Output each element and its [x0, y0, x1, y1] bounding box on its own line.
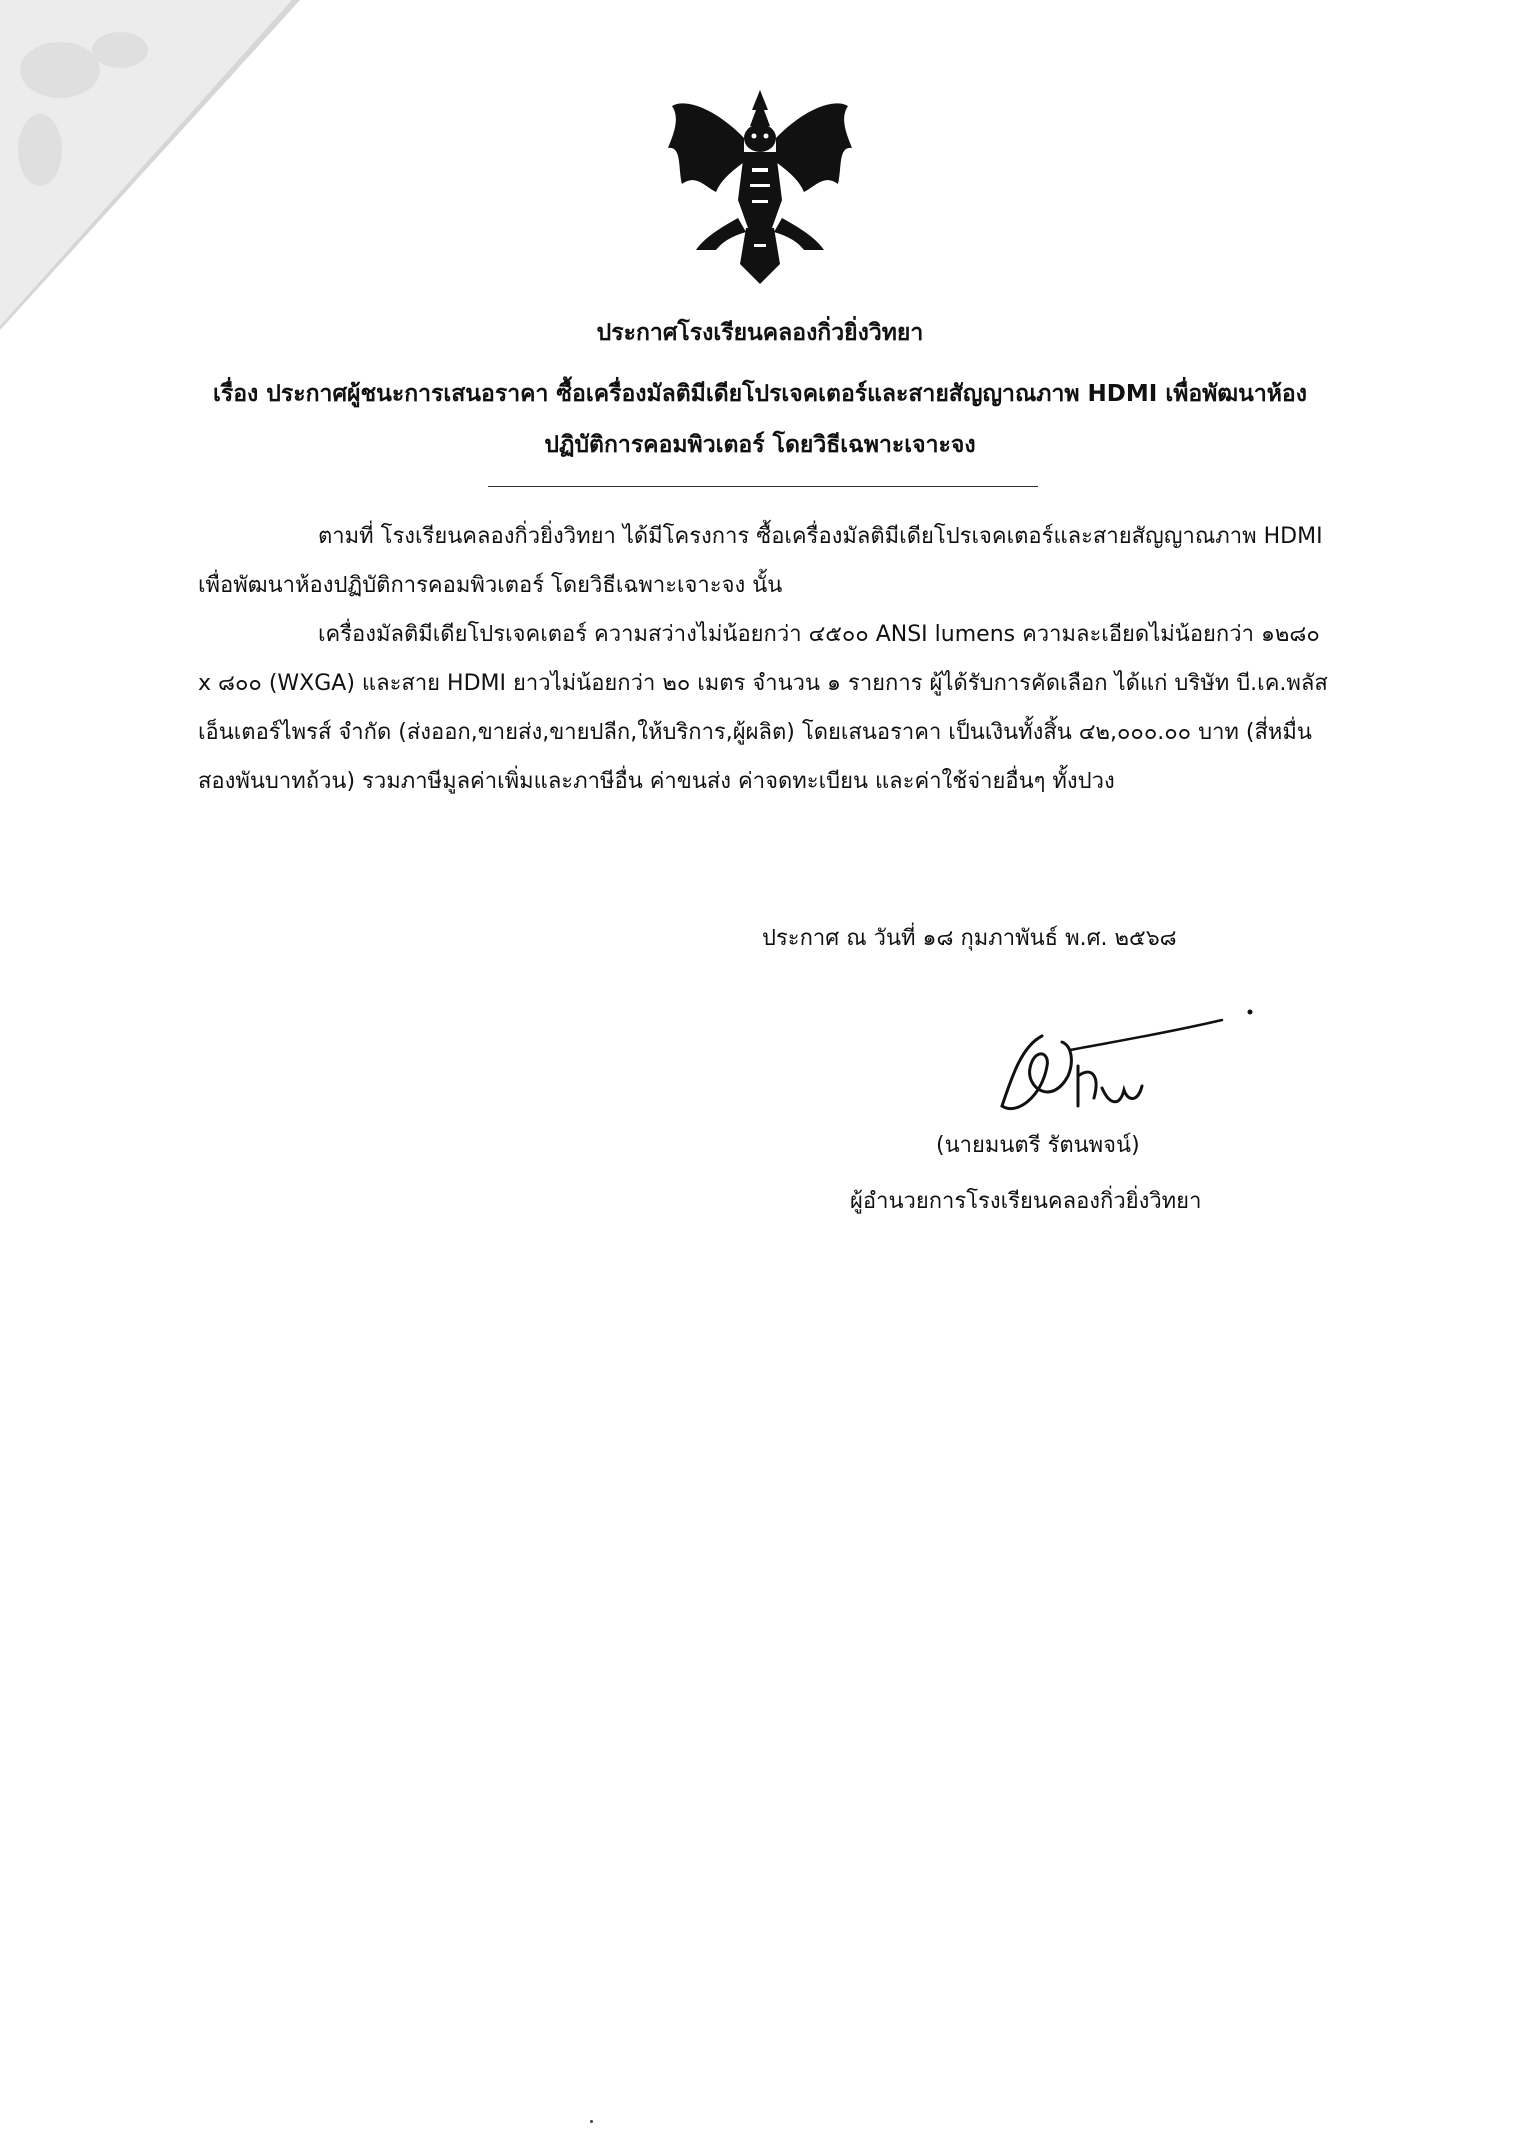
paragraph-1-text: ตามที่ โรงเรียนคลองกิ่วยิ่งวิทยา ได้มีโครงการ ซื้อเครื่องมัลติมีเดียโปรเจคเตอร์และสายสัญญาณภาพ HDMI เพื่อพัฒนาห้องปฏิบัติการคอมพิวเตอร์ โดยวิธีเฉพาะเจาะจง นั้น	[198, 524, 1323, 598]
divider-line	[488, 486, 1038, 487]
document-title: ประกาศโรงเรียนคลองกิ่วยิ่งวิทยา	[596, 320, 924, 346]
signature	[982, 1006, 1262, 1126]
document-subject: เรื่อง ประกาศผู้ชนะการเสนอราคา ซื้อเครื่องมัลติมีเดียโปรเจคเตอร์และสายสัญญาณภาพ HDMI เพื่อพัฒนาห้องปฏิบัติการคอมพิวเตอร์ โดยวิธีเฉพาะเจาะจง	[213, 381, 1307, 458]
paragraph-2-text: เครื่องมัลติมีเดียโปรเจคเตอร์ ความสว่างไม่น้อยกว่า ๔๕๐๐ ANSI lumens ความละเอียดไม่น้อยกว่า ๑๒๘๐ x ๘๐๐ (WXGA) และสาย HDMI ยาวไม่น้อยกว่า ๒๐ เมตร จำนวน ๑ รายการ ผู้ได้รับการคัดเลือก ได้แก่ บริษัท บี.เค.พลัส เอ็นเตอร์ไพรส์ จำกัด (ส่งออก,ขายส่ง,ขายปลีก,ให้บริการ,ผู้ผลิต) โดยเสนอราคา เป็นเงินทั้งสิ้น ๔๒,๐๐๐.๐๐ บาท (สี่หมื่นสองพันบาทถ้วน) รวมภาษีมูลค่าเพิ่มและภาษีอื่น ค่าขนส่ง ค่าจดทะเบียน และค่าใช้จ่ายอื่นๆ ทั้งปวง	[198, 622, 1328, 794]
folded-corner	[0, 0, 340, 340]
signer-position: ผู้อำนวยการโรงเรียนคลองกิ่วยิ่งวิทยา	[850, 1189, 1202, 1214]
signer-name: (นายมนตรี รัตนพจน์)	[936, 1133, 1140, 1158]
announcement-date: ประกาศ ณ วันที่ ๑๘ กุมภาพันธ์ พ.ศ. ๒๕๖๘	[762, 926, 1177, 951]
body-paragraph-1	[198, 512, 1334, 610]
garuda-emblem-icon	[660, 88, 860, 288]
body-paragraph-2	[198, 610, 1334, 806]
scan-speck	[590, 2120, 593, 2123]
